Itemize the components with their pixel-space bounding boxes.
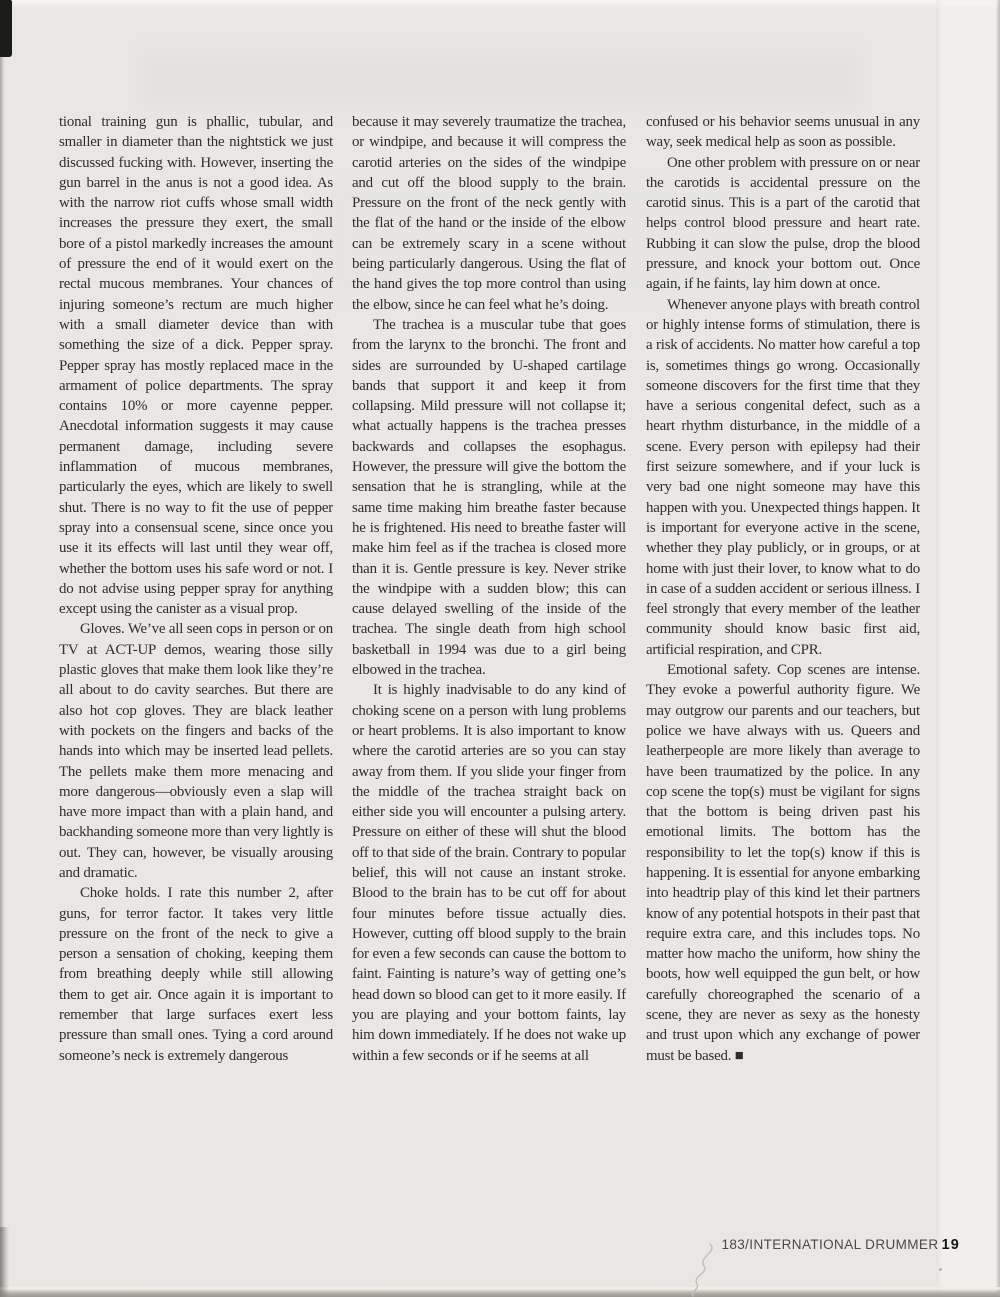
page-number: 19 bbox=[941, 1237, 960, 1253]
scan-right-edge bbox=[996, 0, 1000, 1297]
scan-ghosting bbox=[140, 50, 860, 110]
text-column-2 bbox=[352, 112, 626, 1214]
paragraph: tional training gun is phallic, tubular, and smaller in diameter than the nightstick we just discussed fucking with. However, inserting the gun barrel in the anus is not a good idea. As with the narrow riot cuffs whose small width increases the pressure they exert, the small bore of a pistol markedly increases the amount of pressure the end of it would exert on the rectal mucous membranes. Your chances of injuring someone’s rectum are much higher with a small diameter device than with something the size of a dick. Pepper spray. Pepper spray has mostly replaced mace in the armament of police departments. The spray contains 10% or more cayenne pepper. Anecdotal information suggests it may cause permanent damage, including severe inflammation of mucous membranes, particularly the eyes, which are likely to swell shut. There is no way to fit the use of pepper spray into a consensual scene, since once you use it its effects will last until they wear off, whether the bottom uses his safe word or not. I do not advise using pepper spray for anything except using the canister as a visual prop. bbox=[59, 114, 333, 618]
scan-left-edge bbox=[0, 0, 5, 1297]
paragraph: confused or his behavior seems unusual in any way, seek medical help as soon as possible. bbox=[646, 114, 920, 151]
paragraph: because it may severely traumatize the trachea, or windpipe, and because it will compress the carotid arteries on the sides of the windpipe and cut off the blood supply to the brain. Pressure on the front of the neck gently with the flat of the hand or the inside of the elbow can be extremely scary in a scene without being particularly dangerous. Using the flat of the hand gives the top more control than using the elbow, since he can feel what he’s doing. bbox=[352, 114, 626, 313]
paragraph: Emotional safety. Cop scenes are intense. They evoke a powerful authority figure. We may outgrow our parents and our teachers, but police we have always with us. Queers and leatherpeople are more likely than average to have been traumatized by the police. In any cop scene the top(s) must be vigilant for signs that the bottom is being driven past his emotional limits. The bottom has the responsibility to let the top(s) know if this is happening. It is essential for anyone embarking into headtrip play of this kind let their partners know of any potential hotspots in their past that require extra care, and this includes tops. No matter how macho the uniform, how shiny the boots, how well equipped the gun belt, or how carefully choreographed the scenario of a scene, they are never as sexy as the honesty and trust upon which any exchange of power must be based. ■ bbox=[646, 662, 920, 1064]
page-footer bbox=[721, 1237, 960, 1253]
paragraph: One other problem with pressure on or near the carotids is accidental pressure on the carotid sinus. This is a part of the carotid that helps control blood pressure and heart rate. Rubbing it can slow the pulse, drop the blood pressure, and knock your bottom out. Once again, if he faints, lay him down at once. bbox=[646, 154, 920, 293]
paragraph: Gloves. We’ve all seen cops in person or on TV at ACT-UP demos, wearing those silly plastic gloves that make them look like they’re all about to do cavity searches. But there are also hot cop gloves. They are black leather with pockets on the fingers and backs of the hands into which may be inserted lead pellets. The pellets make them more menacing and more dangerous—obviously even a slap will have more impact than with a plain hand, and backhanding someone more than very lightly is out. They can, however, be visually arousing and dramatic. bbox=[59, 621, 333, 881]
text-column-1 bbox=[59, 112, 333, 1214]
footer-journal-label: 183/INTERNATIONAL DRUMMER bbox=[721, 1237, 939, 1252]
pen-squiggle-mark bbox=[684, 1242, 732, 1297]
paragraph: It is highly inadvisable to do any kind of choking scene on a person with lung problems or heart problems. It is also important to know where the carotid arteries are so you can stay away from them. If you slide your finger from the middle of the trachea straight back on either side you will encounter a pulsing artery. Pressure on either of these will shut the blood off to that side of the brain. Contrary to popular belief, this will not cause an instant stroke. Blood to the brain has to be cut off for about four minutes before tissue actually dies. However, cutting off blood supply to the brain for even a few seconds can cause the bottom to faint. Fainting is nature’s way of getting one’s head down so blood can get to it more easily. If you are playing and your bottom faints, lay him down immediately. If he does not wake up within a few seconds or if he seems at all bbox=[352, 682, 626, 1064]
text-column-3 bbox=[646, 112, 920, 1214]
scan-speck bbox=[939, 1268, 942, 1271]
scan-bottom-left-corner bbox=[0, 1227, 9, 1297]
paragraph: Choke holds. I rate this number 2, after guns, for terror factor. It takes very little pressure on the front of the neck to give a person a sensation of choking, keeping them from breathing deeply while still allowing them to get air. Once again it is important to remember that large surfaces exert less pressure than small ones. Tying a cord around someone’s neck is extremely dangerous bbox=[59, 885, 333, 1064]
scan-bottom-edge bbox=[0, 1289, 1000, 1297]
scan-top-edge bbox=[0, 0, 1000, 9]
paragraph: The trachea is a muscular tube that goes from the larynx to the bronchi. The front and sides are surrounded by U-shaped cartilage bands that support it and keep it from collapsing. Mild pressure will not collapse it; what actually happens is the trachea presses backwards and collapses the esophagus. However, the pressure will give the bottom the sensation that he is strangling, while at the same time making him breathe faster because he is frightened. His need to breathe faster will make him feel as if the trachea is closed more than it is. Gentle pressure is key. Never strike the windpipe with a sudden blow; this can cause delayed swelling of the inside of the trachea. The single death from high school basketball in 1994 was due to a girl being elbowed in the trachea. bbox=[352, 316, 626, 679]
scan-right-band bbox=[936, 0, 996, 1297]
paragraph: Whenever anyone plays with breath control or highly intense forms of stimulation, there is a risk of accidents. No matter how careful a top is, sometimes things go wrong. Occasionally someone discovers for the first time that they have a serious congenital defect, such as a heart rhythm disturbance, in the middle of a scene. Every person with epilepsy had their first seizure somewhere, and if your luck is very bad one night someone may have this happen with you. Unexpected things happen. It is important for everyone active in the scene, whether they play publicly, or in groups, or at home with just their lover, to know what to do in case of a sudden accident or serious illness. I feel strongly that every member of the leather community should know basic first aid, artificial respiration, and CPR. bbox=[646, 296, 920, 658]
scan-corner-mark bbox=[0, 0, 12, 57]
